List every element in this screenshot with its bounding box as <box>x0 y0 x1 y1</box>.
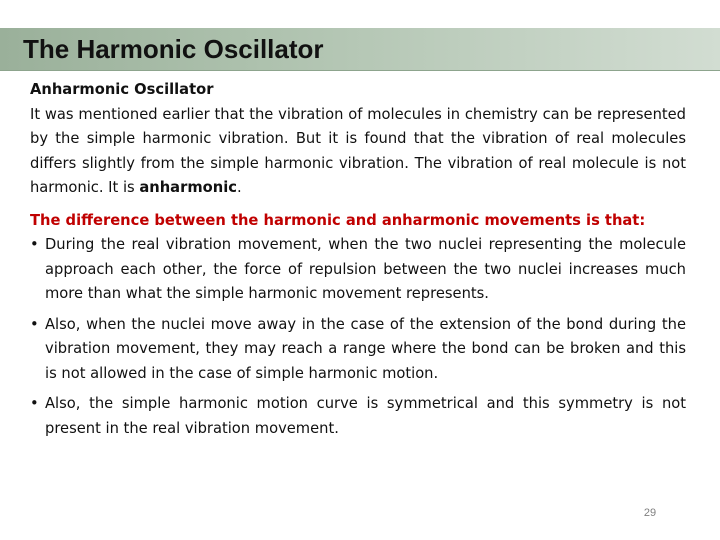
bullet-text: During the real vibration movement, when the two nuclei representing the molecule approach each other, the force of repulsion between the two nuclei increases much more than what the simple harmonic movement represents. <box>45 236 686 302</box>
section-heading: Anharmonic Oscillator <box>30 81 214 98</box>
title-bar <box>0 28 720 71</box>
bullet-item <box>30 233 686 307</box>
page-number: 29 <box>643 507 657 519</box>
intro-text: It was mentioned earlier that the vibration of molecules in chemistry can be represented by the simple harmonic vibration. But it is found that the vibration of real molecules differs slightly from the simple harmonic vibration. The vibration of real molecule is not harmonic. It is <box>30 105 686 196</box>
bullet-item <box>30 313 686 387</box>
intro-paragraph <box>30 103 686 201</box>
bullet-text: Also, the simple harmonic motion curve is symmetrical and this symmetry is not present in the real vibration movement. <box>45 395 686 437</box>
bullet-item <box>30 392 686 441</box>
intro-end: . <box>236 179 242 196</box>
difference-heading: The difference between the harmonic and anharmonic movements is that: <box>30 211 646 229</box>
slide-title: The Harmonic Oscillator <box>23 34 324 64</box>
bullet-dot: • <box>30 236 39 253</box>
bullet-dot: • <box>30 395 39 412</box>
slide-content <box>30 78 686 441</box>
bullet-list <box>30 233 686 441</box>
bullet-text: Also, when the nuclei move away in the case of the extension of the bond during the vibration movement, they may reach a range where the bond can be broken and this is not allowed in the case of simple harmonic motion. <box>45 315 686 382</box>
intro-emphasis: anharmonic <box>139 179 237 196</box>
bullet-dot: • <box>30 315 39 333</box>
